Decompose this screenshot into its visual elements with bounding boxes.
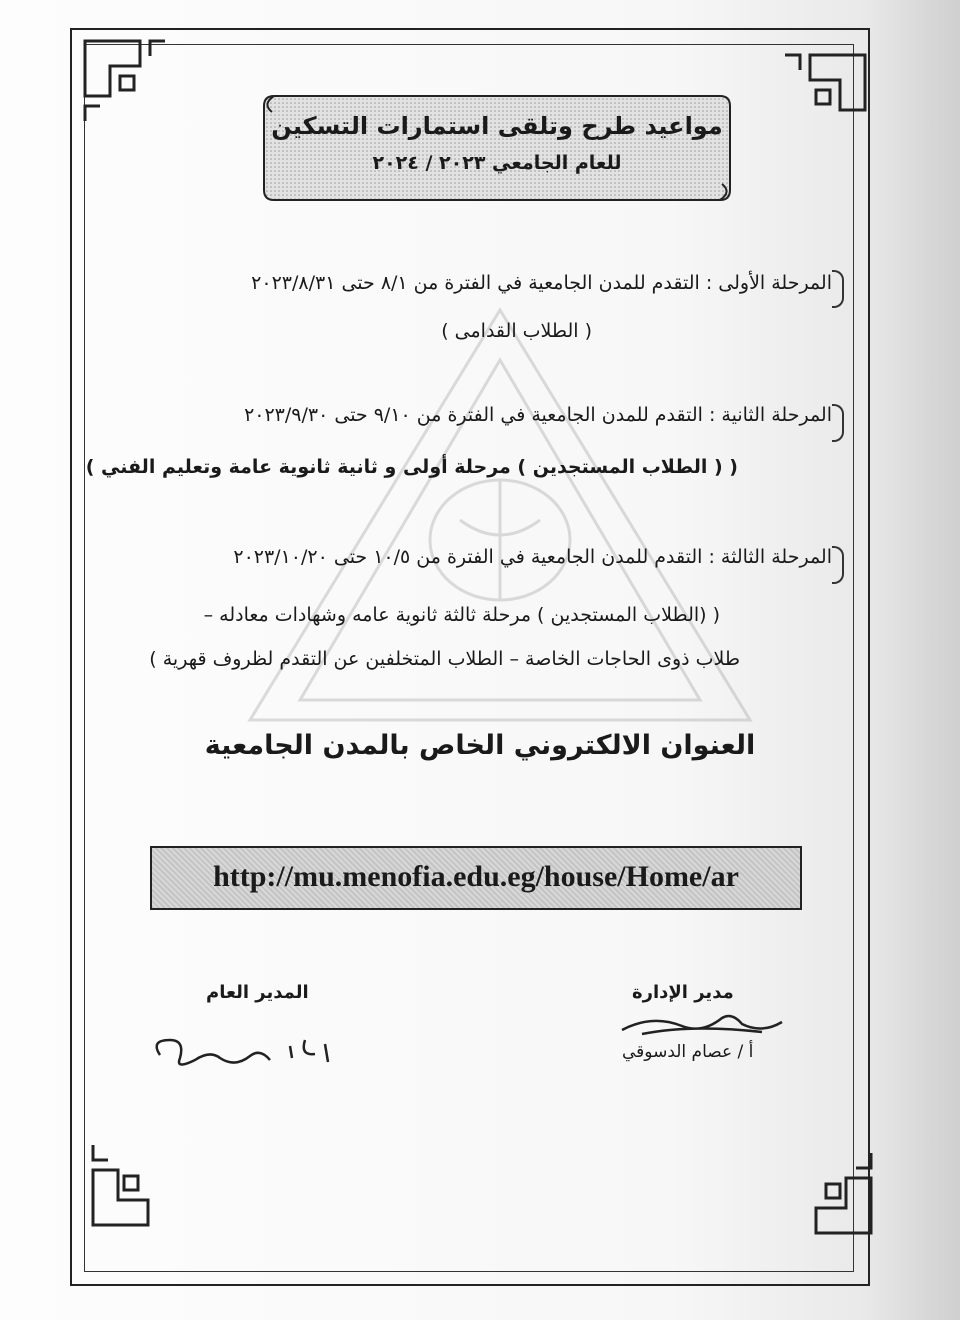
corner-ornament-top-right <box>780 50 870 140</box>
general-director-signature <box>140 1010 350 1080</box>
email-address-heading: العنوان الالكتروني الخاص بالمدن الجامعية <box>204 730 756 761</box>
website-url-box <box>150 846 802 910</box>
stage-2-dates: المرحلة الثانية : التقدم للمدن الجامعية في الفترة من ٩/١٠ حتى ٢٠٢٣/٩/٣٠ <box>244 404 832 426</box>
stage-2-bracket <box>832 404 844 442</box>
corner-ornament-bottom-left <box>88 1140 178 1230</box>
general-director-title: المدير العام <box>206 982 309 1003</box>
page-title: مواعيد طرح وتلقى استمارات التسكين <box>271 112 723 140</box>
stage-1-bracket <box>832 270 844 308</box>
website-url[interactable]: http://mu.menofia.edu.eg/house/Home/ar <box>213 860 739 893</box>
department-manager-name: أ / عصام الدسوقي <box>622 1042 754 1062</box>
stage-3-dates: المرحلة الثالثة : التقدم للمدن الجامعية في الفترة من ١٠/٥ حتى ٢٠٢٣/١٠/٢٠ <box>233 546 832 568</box>
stage-3-bracket <box>832 546 844 584</box>
university-logo-watermark <box>240 300 760 740</box>
department-manager-title: مدير الإدارة <box>632 982 734 1003</box>
academic-year-subtitle: للعام الجامعي ٢٠٢٣ / ٢٠٢٤ <box>372 152 622 174</box>
title-scroll-banner <box>262 90 732 206</box>
stage-1-students: ( الطلاب القدامى ) <box>441 320 592 342</box>
stage-3-special-cases: طلاب ذوى الحاجات الخاصة – الطلاب المتخلفين عن التقدم لظروف قهرية ) <box>149 648 740 670</box>
stage-1-dates: المرحلة الأولى : التقدم للمدن الجامعية في الفترة من ٨/١ حتى ٢٠٢٣/٨/٣١ <box>251 272 832 294</box>
department-manager-signature <box>612 1004 792 1044</box>
stage-3-students: ( (الطلاب المستجدين ) مرحلة ثالثة ثانوية عامه وشهادات معادله – <box>203 604 720 626</box>
corner-ornament-bottom-right <box>786 1148 876 1238</box>
corner-ornament-top-left <box>80 36 170 126</box>
stage-2-students: ( ( الطلاب المستجدين ) مرحلة أولى و ثانية ثانوية عامة وتعليم الفني ) <box>85 456 738 478</box>
